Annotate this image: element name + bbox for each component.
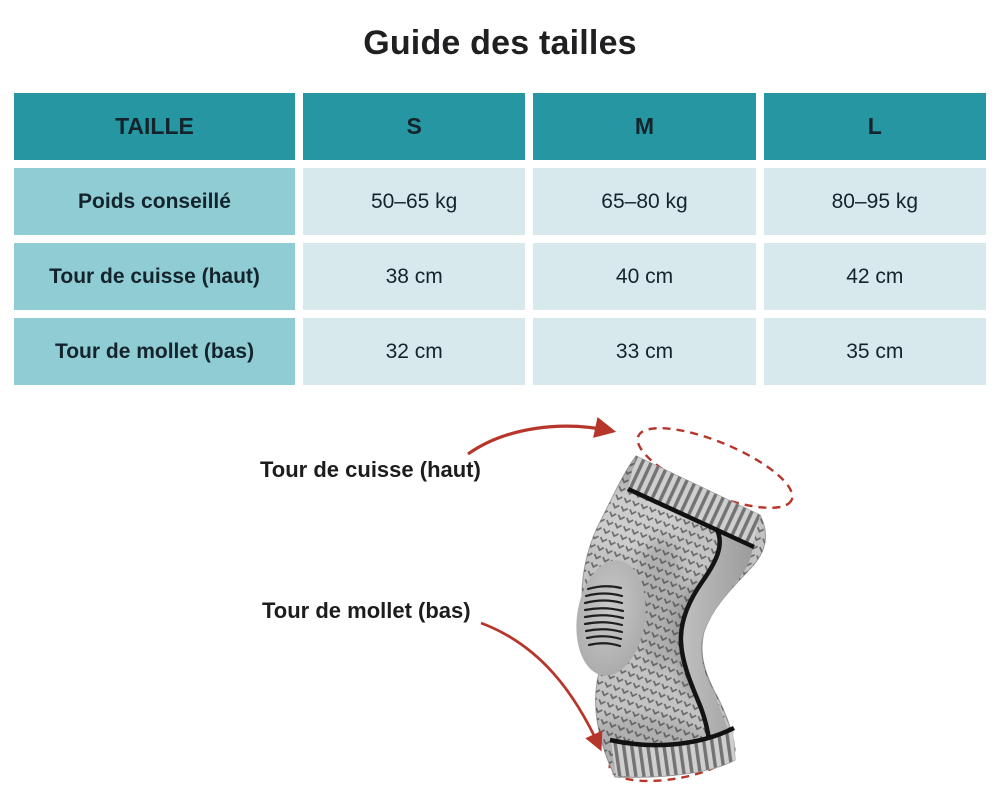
header-cell-size-m: M [533,93,755,160]
value-weight-s: 50–65 kg [303,168,525,235]
value-calf-s: 32 cm [303,318,525,385]
value-thigh-m: 40 cm [533,243,755,310]
value-thigh-s: 38 cm [303,243,525,310]
header-cell-size-l: L [764,93,986,160]
row-label-calf: Tour de mollet (bas) [14,318,295,385]
value-weight-m: 65–80 kg [533,168,755,235]
value-calf-m: 33 cm [533,318,755,385]
thigh-arrow [468,426,612,454]
row-label-weight: Poids conseillé [14,168,295,235]
value-thigh-l: 42 cm [764,243,986,310]
header-cell-taille: TAILLE [14,93,295,160]
page-title: Guide des tailles [363,24,637,62]
row-label-thigh: Tour de cuisse (haut) [14,243,295,310]
header-cell-size-s: S [303,93,525,160]
thigh-measure-label: Tour de cuisse (haut) [260,457,481,482]
value-weight-l: 80–95 kg [764,168,986,235]
knee-brace [569,446,765,777]
value-calf-l: 35 cm [764,318,986,385]
calf-measure-label: Tour de mollet (bas) [262,598,471,623]
